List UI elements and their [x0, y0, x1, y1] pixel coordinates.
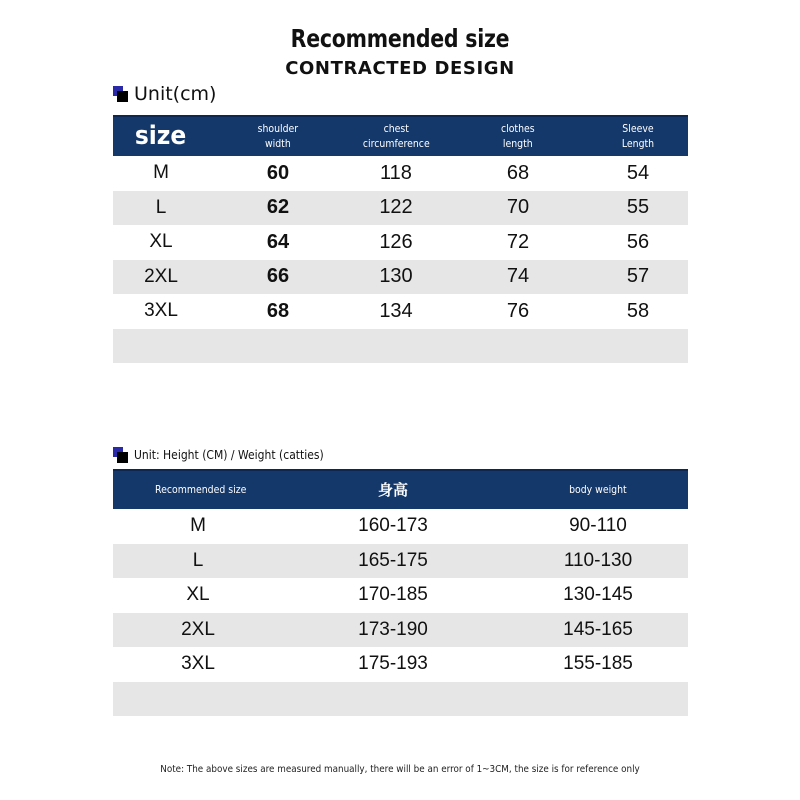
table-row	[113, 294, 688, 329]
cell-chest: 126	[379, 230, 413, 253]
cell-size: 3XL	[144, 300, 178, 322]
cell-shoulder: 60	[266, 161, 290, 184]
table-row	[113, 613, 688, 648]
square-bullet-icon	[113, 86, 129, 102]
header-chest-circumference: chest circumference	[362, 121, 430, 150]
cell-shoulder: 68	[266, 299, 290, 322]
cell-size: 3XL	[181, 653, 215, 675]
table-row	[113, 578, 688, 613]
cell-size: M	[190, 515, 206, 537]
header-size: size	[135, 120, 187, 151]
cell-sleeve: 54	[626, 161, 650, 184]
cell-weight: 110-130	[563, 549, 633, 571]
table-row	[113, 647, 688, 682]
header-height: 身高	[377, 480, 408, 499]
table-row	[113, 225, 688, 260]
header-clothes-length: clothes length	[501, 121, 535, 150]
cell-weight: 145-165	[563, 618, 633, 640]
cell-sleeve: 55	[626, 196, 650, 219]
unit-label-cm	[113, 83, 216, 105]
cell-height: 165-175	[358, 549, 428, 571]
cell-weight: 90-110	[569, 515, 627, 537]
cell-chest: 130	[379, 265, 413, 288]
cell-chest: 118	[380, 161, 412, 184]
table-row	[113, 260, 688, 295]
size-recommendation-table	[113, 469, 688, 716]
cell-clothes: 68	[506, 161, 530, 184]
cell-shoulder: 66	[266, 265, 290, 288]
cell-clothes: 72	[506, 230, 530, 253]
table-row	[113, 509, 688, 544]
cell-size: L	[192, 549, 204, 571]
table-header	[113, 115, 688, 156]
cell-size: 2XL	[181, 618, 215, 640]
unit-text: Unit: Height (CM) / Weight (catties)	[134, 448, 324, 462]
page-title: Recommended size	[290, 24, 510, 53]
unit-label-height-weight	[113, 447, 345, 463]
cell-sleeve: 56	[626, 230, 650, 253]
cell-clothes: 70	[506, 196, 530, 219]
cell-shoulder: 62	[266, 196, 290, 219]
header-recommended-size: Recommended size	[154, 482, 247, 496]
empty-table-row	[113, 329, 688, 364]
cell-chest: 134	[379, 299, 413, 322]
cell-size: L	[155, 196, 167, 218]
header-sleeve-length: Sleeve Length	[621, 121, 655, 150]
cell-size: XL	[186, 584, 210, 606]
cell-weight: 130-145	[563, 584, 633, 606]
table-row	[113, 544, 688, 579]
cell-sleeve: 58	[626, 299, 650, 322]
cell-clothes: 74	[506, 265, 530, 288]
size-measurement-table	[113, 115, 688, 363]
cell-height: 160-173	[358, 515, 428, 537]
cell-size: 2XL	[144, 265, 178, 287]
cell-height: 170-185	[358, 584, 428, 606]
header-shoulder-width: shoulder width	[257, 121, 299, 150]
unit-text: Unit(cm)	[134, 83, 217, 105]
cell-height: 173-190	[358, 618, 428, 640]
empty-table-row	[113, 682, 688, 717]
cell-clothes: 76	[506, 299, 530, 322]
page-subtitle: CONTRACTED DESIGN	[285, 58, 515, 79]
table-header	[113, 469, 688, 509]
header-body-weight: body weight	[569, 482, 627, 496]
table-row	[113, 156, 688, 191]
cell-shoulder: 64	[266, 230, 290, 253]
cell-weight: 155-185	[563, 653, 633, 675]
cell-size: M	[153, 162, 169, 184]
cell-chest: 122	[379, 196, 413, 219]
table-row	[113, 191, 688, 226]
cell-height: 175-193	[358, 653, 428, 675]
footnote: Note: The above sizes are measured manually, there will be an error of 1~3CM, the size is for reference only	[160, 764, 640, 775]
cell-sleeve: 57	[626, 265, 650, 288]
cell-size: XL	[149, 231, 173, 253]
square-bullet-icon	[113, 447, 129, 463]
